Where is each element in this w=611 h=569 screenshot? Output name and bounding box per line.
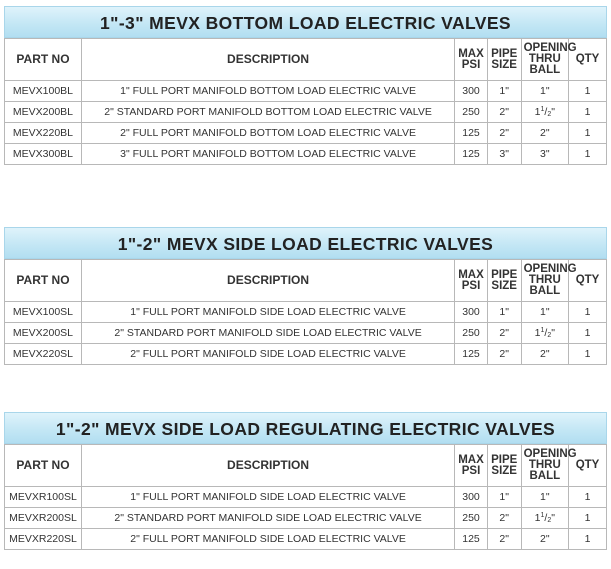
max-psi: 125	[455, 144, 488, 165]
header-line: MAX	[458, 453, 484, 466]
quantity: 1	[569, 323, 607, 344]
header-row	[5, 39, 607, 81]
opening-thru-ball	[521, 508, 568, 529]
col-max-psi	[455, 39, 488, 81]
opening-thru-ball	[521, 323, 568, 344]
quantity: 1	[569, 102, 607, 123]
valves-table	[4, 38, 607, 165]
col-part-no: PART NO	[5, 445, 82, 487]
table-row	[5, 302, 607, 323]
table-row	[5, 529, 607, 550]
max-psi: 250	[455, 323, 488, 344]
part-number: MEVX200BL	[5, 102, 82, 123]
col-part-no: PART NO	[5, 260, 82, 302]
header-line: THRU	[528, 459, 561, 471]
quantity: 1	[569, 302, 607, 323]
section-title: 1"-2" MEVX SIDE LOAD REGULATING ELECTRIC VALVES	[4, 412, 607, 444]
description: 1" FULL PORT MANIFOLD SIDE LOAD ELECTRIC VALVE	[81, 302, 454, 323]
table-row	[5, 123, 607, 144]
opening-thru-ball: 2"	[521, 123, 568, 144]
col-pipe-size	[487, 445, 521, 487]
quantity: 1	[569, 508, 607, 529]
col-opening	[521, 260, 577, 302]
part-number: MEVX300BL	[5, 144, 82, 165]
pipe-size: 1"	[487, 302, 521, 323]
pipe-size: 2"	[487, 323, 521, 344]
opening-thru-ball	[521, 102, 568, 123]
description: 2" STANDARD PORT MANIFOLD BOTTOM LOAD ELECTRIC VALVE	[81, 102, 454, 123]
header-line: OPENING	[523, 42, 577, 54]
header-line: PSI	[461, 58, 481, 71]
col-part-no: PART NO	[5, 39, 82, 81]
header-line: THRU	[528, 274, 561, 286]
side-load-section	[4, 227, 607, 365]
opening-thru-ball: 1"	[521, 302, 568, 323]
part-number: MEVXR200SL	[5, 508, 82, 529]
max-psi: 250	[455, 508, 488, 529]
table-row	[5, 102, 607, 123]
description: 2" FULL PORT MANIFOLD SIDE LOAD ELECTRIC VALVE	[81, 344, 454, 365]
section-title: 1"-2" MEVX SIDE LOAD ELECTRIC VALVES	[4, 227, 607, 259]
header-row	[5, 445, 607, 487]
side-load-regulating-section	[4, 412, 607, 550]
header-line: PIPE	[491, 268, 518, 281]
header-line: BALL	[529, 470, 561, 482]
header-line: MAX	[458, 47, 484, 60]
col-description: DESCRIPTION	[81, 445, 454, 487]
col-pipe-size	[487, 260, 521, 302]
header-line: SIZE	[491, 58, 517, 71]
table-row	[5, 344, 607, 365]
quantity: 1	[569, 144, 607, 165]
description: 2" STANDARD PORT MANIFOLD SIDE LOAD ELECTRIC VALVE	[81, 508, 454, 529]
header-line: MAX	[458, 268, 484, 281]
table-row	[5, 144, 607, 165]
description: 2" FULL PORT MANIFOLD SIDE LOAD ELECTRIC VALVE	[81, 529, 454, 550]
quantity: 1	[569, 123, 607, 144]
header-line: PSI	[461, 464, 481, 477]
col-opening	[521, 39, 577, 81]
max-psi: 125	[455, 529, 488, 550]
table-row	[5, 508, 607, 529]
quantity: 1	[569, 344, 607, 365]
header-line: PIPE	[491, 453, 518, 466]
header-line: OPENING	[523, 448, 577, 460]
description: 3" FULL PORT MANIFOLD BOTTOM LOAD ELECTRIC VALVE	[81, 144, 454, 165]
part-number: MEVX100BL	[5, 81, 82, 102]
col-max-psi	[455, 445, 488, 487]
max-psi: 125	[455, 123, 488, 144]
pipe-size: 3"	[487, 144, 521, 165]
max-psi: 300	[455, 81, 488, 102]
description: 1" FULL PORT MANIFOLD BOTTOM LOAD ELECTRIC VALVE	[81, 81, 454, 102]
table-row	[5, 81, 607, 102]
pipe-size: 2"	[487, 529, 521, 550]
header-line: BALL	[529, 285, 561, 297]
col-description: DESCRIPTION	[81, 260, 454, 302]
col-max-psi	[455, 260, 488, 302]
max-psi: 300	[455, 487, 488, 508]
part-number: MEVXR220SL	[5, 529, 82, 550]
part-number: MEVX220BL	[5, 123, 82, 144]
max-psi: 300	[455, 302, 488, 323]
opening-thru-ball: 1"	[521, 487, 568, 508]
header-line: SIZE	[491, 464, 517, 477]
fraction-value: $1^1/_2$"	[534, 512, 555, 524]
opening-thru-ball: 2"	[521, 529, 568, 550]
pipe-size: 2"	[487, 123, 521, 144]
header-line: SIZE	[491, 279, 517, 292]
max-psi: 125	[455, 344, 488, 365]
header-line: OPENING	[523, 263, 577, 275]
pipe-size: 1"	[487, 487, 521, 508]
table-row	[5, 487, 607, 508]
section-title: 1"-3" MEVX BOTTOM LOAD ELECTRIC VALVES	[4, 6, 607, 38]
header-row	[5, 260, 607, 302]
pipe-size: 2"	[487, 508, 521, 529]
header-line: BALL	[529, 64, 561, 76]
header-line: PSI	[461, 279, 481, 292]
col-qty: QTY	[569, 39, 607, 81]
fraction-value: $1^1/_2$"	[534, 327, 555, 339]
col-description: DESCRIPTION	[81, 39, 454, 81]
col-qty: QTY	[569, 260, 607, 302]
valves-table	[4, 444, 607, 550]
valves-table	[4, 259, 607, 365]
max-psi: 250	[455, 102, 488, 123]
part-number: MEVX100SL	[5, 302, 82, 323]
quantity: 1	[569, 81, 607, 102]
pipe-size: 1"	[487, 81, 521, 102]
part-number: MEVXR100SL	[5, 487, 82, 508]
col-qty: QTY	[569, 445, 607, 487]
fraction-value: $1^1/_2$"	[534, 106, 555, 118]
quantity: 1	[569, 529, 607, 550]
quantity: 1	[569, 487, 607, 508]
table-row	[5, 323, 607, 344]
description: 2" STANDARD PORT MANIFOLD SIDE LOAD ELECTRIC VALVE	[81, 323, 454, 344]
opening-thru-ball: 3"	[521, 144, 568, 165]
col-opening	[521, 445, 577, 487]
description: 2" FULL PORT MANIFOLD BOTTOM LOAD ELECTRIC VALVE	[81, 123, 454, 144]
header-line: THRU	[528, 53, 561, 65]
bottom-load-section	[4, 6, 607, 165]
pipe-size: 2"	[487, 102, 521, 123]
header-line: PIPE	[491, 47, 518, 60]
pipe-size: 2"	[487, 344, 521, 365]
opening-thru-ball: 1"	[521, 81, 568, 102]
part-number: MEVX220SL	[5, 344, 82, 365]
description: 1" FULL PORT MANIFOLD SIDE LOAD ELECTRIC VALVE	[81, 487, 454, 508]
col-pipe-size	[487, 39, 521, 81]
part-number: MEVX200SL	[5, 323, 82, 344]
opening-thru-ball: 2"	[521, 344, 568, 365]
